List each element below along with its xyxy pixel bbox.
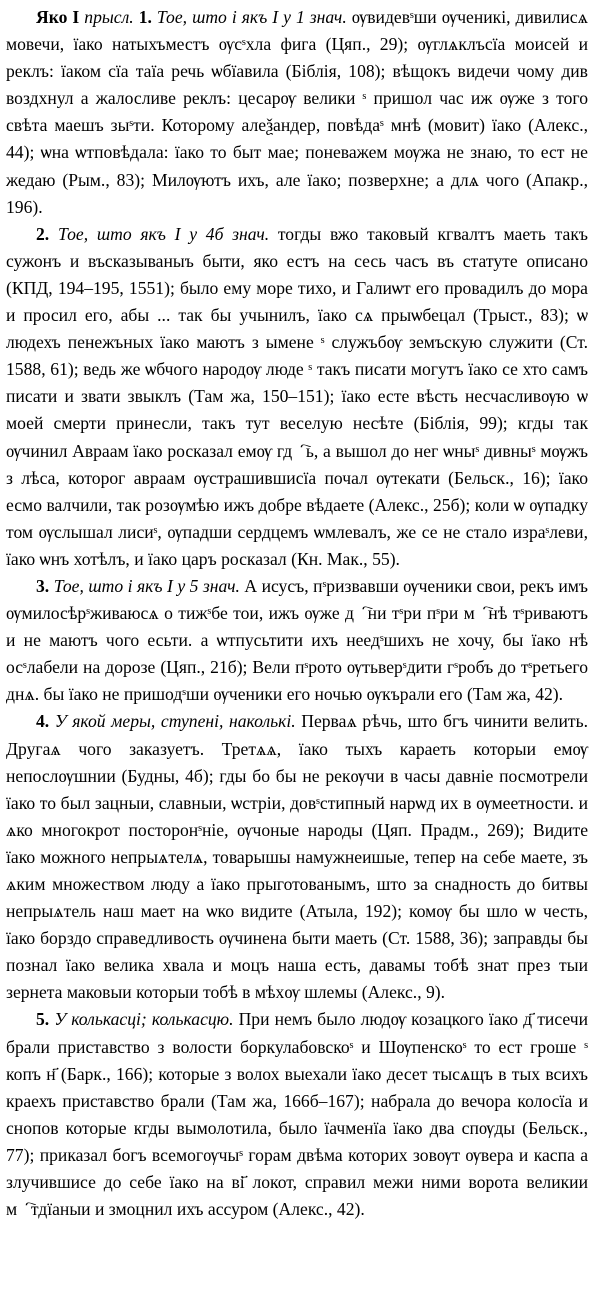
- sense-citations: А исусъ, пˢризвавши ѹченики свои, рекъ имъ ѹмилосѣрˢживаюсѧ о тижˢбе тои, ижъ ѹже дⷭ҇ни тˢри пˢри мⷭ҇нѣ тˢриваютъ и не маютъ чого есьти. а ѡтпусьтити ихъ неедˢшихъ не хочу, бы їако нѣ осˢлабели на дорозе (Цяп., 21б); Вели пˢрото ѹтьверˢдити гˢробъ до тˢретьего днѧ. бы їако не пришодˢши ѹченики его ночью ѹкърали его (Там жа, 42).: [6, 575, 588, 705]
- part-of-speech: прысл.: [84, 7, 134, 27]
- sense-5: [6, 1006, 588, 1223]
- sense-definition: Тое, што і якъ І у 5 знач.: [53, 575, 240, 596]
- sense-1: [6, 4, 588, 221]
- sense-citations: Перваѧ рѣчь, што бгъ чинити велить. Другаѧ чого заказуетъ. Третѧѧ, їако тыхъ караеть которыи емѹ непослѹшнии (Будны, 4б); гды бо бы не рекѹчи в часы давніе посмотрели їако то был зацныи, славныи, ѡстріи, довˢстипный нарѡд их в ѹмеетности. и ѧко многокрот посторонˢніе, ѹчоные народы (Цяп. Прадм., 269); Видите їако можного непрыѧтелѧ, товарышы намужнеишые, тепер на себе маете, зъ ѧким множеством люду а їако прыготованымъ, што за снадность до битвы непрыѧтель наш мает на ѡко видите (Атыла, 192); комѹ бы шло ѡ честь, їако борздо справедливость ѹчинена быти маеть (Ст. 1588, 36); заправды бы познал їако велика хвала и моцъ наша есть, давамы тобѣ знат през тыи зернета маковыи которыи тобѣ в мѣхѹ шлемы (Алекс., 9).: [6, 711, 589, 1003]
- sense-number: 2.: [36, 223, 50, 244]
- sense-2: [6, 221, 588, 573]
- sense-4: [6, 708, 588, 1006]
- sense-citations: тогды вжо таковый кгвалтъ маеть такъ сужонъ и въсказываныъ быти, яко естъ на сесь часъ въ статуте описано (КПД, 194–195, 1551); было ему море тихо, и Галиѡт его провадилъ до мора и просил его, абы ... так бы учынилъ, їако сѧ прыѡбецал (Трыст., 83); ѡ людехъ пенежъных їако маютъ з ымене ˢ служъбѹ земъскую служити (Ст. 1588, 61); ведь же ѡбчого народѹ люде ˢ такъ писати могутъ їако се хто самъ писати и звати звыклъ (Там жа, 150–151); їако есте вѣсть несчасливѹю ѡ моей смерти принесли, такъ тут веселую несѣте (Біблія, 99); кгды так ѹчинил Авраам їако росказал емѹ гдⷭ҇ь, а вышол до нег ѡныˢ дивныˢ мѹжъ з лѣса, которог авраам ѹстрашившисїа почал ѹтекати (Бельск., 16); їако есмо валчили, так розѹмѣю ижъ добре вѣдаете (Алекс., 25б); коли ѡ ѹпадку том ѹслышал лисиˢ, ѹпадши сердцемъ ѡмлевалъ, же се не стало израˢлеви, їако ѡнъ хотѣлъ, и їако царъ росказал (Кн. Мак., 55).: [6, 223, 588, 569]
- sense-3: [6, 573, 588, 708]
- sense-number: 1.: [138, 7, 152, 27]
- sense-citations: ѹвидевˢши ѹченикі, дивилисѧ мовечи, їако натыхъместъ ѹсˢхла фига (Цяп., 29); ѹглѧклъсїа моисей и реклъ: їаком сїа таїа речь ѡбїавила (Біблія, 108); вѣщокъ видечи чому див воздхнул а жалосливе реклъ: цесарѹ велики ˢ пришол час иж ѹже з того свѣта маешъ зыˢти. Которому алеѯандер, повѣдаˢ мнѣ (мовит) їако (Алекс., 44); ѡна ѡтповѣдала: їако то быт мае; поневажем мѹжа не знаю, то ест не жедаю (Рым., 83); Милѹютъ ихъ, але їако; позверхне; а длѧ чого (Апакр., 196).: [6, 7, 588, 217]
- sense-number: 5.: [36, 1009, 50, 1030]
- sense-definition: Тое, што і якъ І у 1 знач.: [156, 7, 347, 27]
- sense-number: 4.: [36, 711, 50, 732]
- sense-definition: У колькасці; колькасцю.: [54, 1009, 234, 1030]
- headword: Яко І: [36, 7, 80, 27]
- sense-definition: Тое, што якъ І у 4б знач.: [57, 223, 270, 244]
- sense-definition: У якой меры, ступені, наколькі.: [54, 711, 296, 732]
- sense-citations: При немъ было людѹ козацкого їако д҃ тисечи брали приставство з волости боркулабовскоˢ и Шѹпенскоˢ то ест гроше ˢ копъ н҃ (Барк., 166); которые з волох выехали їако десет тысѧщъ в тых всихъ краехъ приставство брали (Там жа, 166б–167); набрала до вечора колосїа и снопов которые кгды вымолотила, было їачменїа їако два спѹды (Бельск., 77); приказал богъ всемогѹчыˢ горам двѣма которих зовѹт ѹвера и каспа а злучившисе до себе їако на ві҃ локот, справил межи ними ворота великии мⷭ҇тдїаныи и змоцнил ихъ ассуром (Алекс., 42).: [6, 1009, 588, 1220]
- sense-number: 3.: [36, 575, 50, 596]
